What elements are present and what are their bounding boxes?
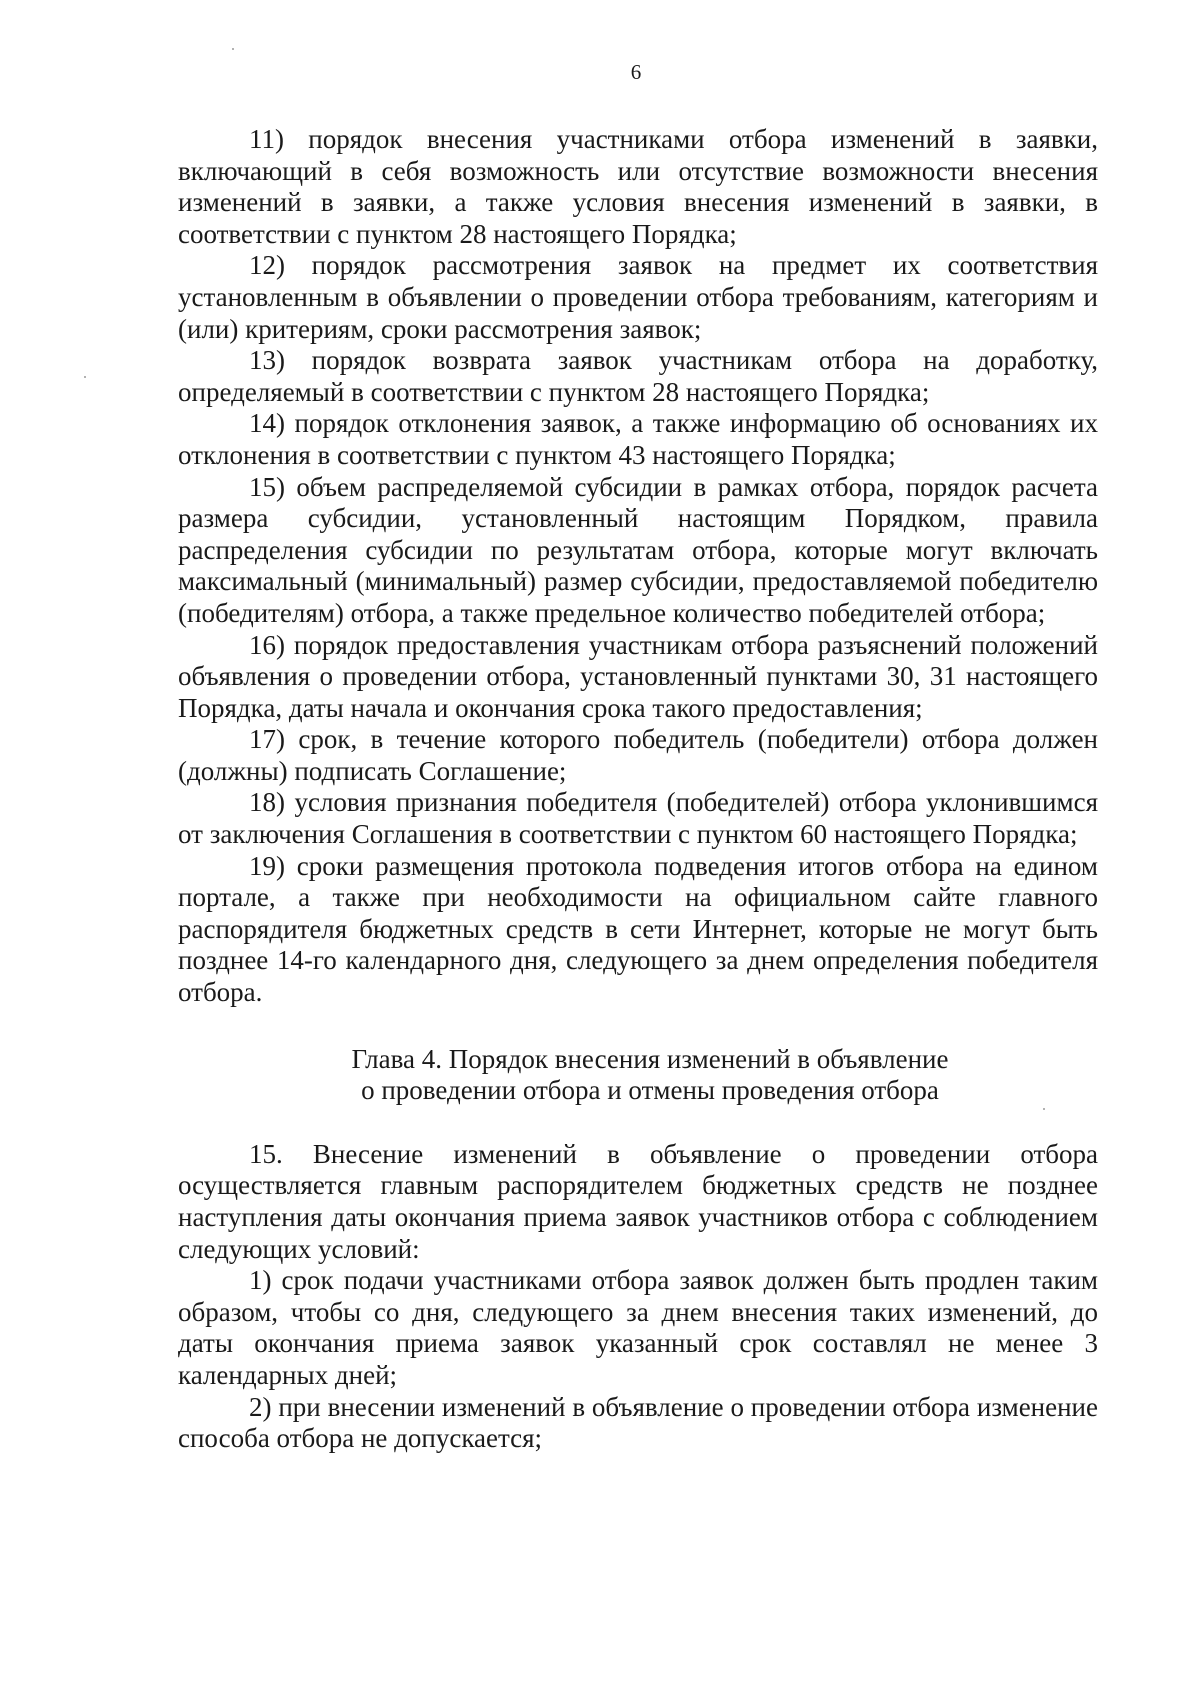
chapter-title-line-1: Глава 4. Порядок внесения изменений в объявление	[351, 1043, 949, 1074]
scan-artifact	[232, 48, 234, 50]
paragraph-item-19: 19) сроки размещения протокола подведения итогов отбора на едином портале, а также при необходимости на официальном сайте главного распорядителя бюджетных средств в сети Интернет, которые не могут быть позднее 14-го календарного дня, следующего за днем определения победителя отбора.	[178, 850, 1098, 1008]
condition-item-2: 2) при внесении изменений в объявление о проведении отбора изменение способа отбора не допускается;	[178, 1391, 1098, 1454]
scan-artifact	[1043, 1108, 1045, 1110]
section-15-paragraph: 15. Внесение изменений в объявление о проведении отбора осуществляется главным распорядителем бюджетных средств не позднее наступления даты окончания приема заявок участников отбора с соблюдением следующих условий:	[178, 1138, 1098, 1264]
paragraph-item-17: 17) срок, в течение которого победитель (победители) отбора должен (должны) подписать Соглашение;	[178, 724, 1098, 786]
paragraph-item-12: 12) порядок рассмотрения заявок на предмет их соответствия установленным в объявлении о проведении отбора требованиям, категориям и (или) критериям, сроки рассмотрения заявок;	[178, 250, 1098, 344]
chapter-title-line-2: о проведении отбора и отмены проведения отбора	[361, 1075, 939, 1106]
paragraph-item-16: 16) порядок предоставления участникам отбора разъяснений положений объявления о проведении отбора, установленный пунктами 30, 31 настоящего Порядка, даты начала и окончания срока такого предоставления;	[178, 629, 1098, 723]
scan-artifact	[84, 376, 86, 378]
paragraph-item-18: 18) условия признания победителя (победителей) отбора уклонившимся от заключения Соглашения в соответствии с пунктом 60 настоящего Порядка;	[178, 787, 1098, 850]
chapter-4-heading	[178, 1044, 1098, 1107]
paragraph-item-15: 15) объем распределяемой субсидии в рамках отбора, порядок расчета размера субсидии, установленный настоящим Порядком, правила распределения субсидии по результатам отбора, которые могут включать максимальный (минимальный) размер субсидии, предоставляемой победителю (победителям) отбора, а также предельное количество победителей отбора;	[178, 471, 1098, 628]
paragraph-item-13: 13) порядок возврата заявок участникам отбора на доработку, определяемый в соответствии с пунктом 28 настоящего Порядка;	[178, 345, 1098, 407]
paragraph-item-14: 14) порядок отклонения заявок, а также информацию об основаниях их отклонения в соответствии с пунктом 43 настоящего Порядка;	[178, 408, 1098, 470]
document-body	[178, 124, 1098, 1455]
page-number: 6	[630, 60, 642, 84]
paragraph-item-11: 11) порядок внесения участниками отбора изменений в заявки, включающий в себя возможность или отсутствие возможности внесения изменений в заявки, а также условия внесения изменений в заявки, в соответствии с пунктом 28 настоящего Порядка;	[178, 124, 1098, 249]
condition-item-1: 1) срок подачи участниками отбора заявок должен быть продлен таким образом, чтобы со дня, следующего за днем внесения таких изменений, до даты окончания приема заявок указанный срок составлял не менее 3 календарных дней;	[178, 1265, 1098, 1390]
